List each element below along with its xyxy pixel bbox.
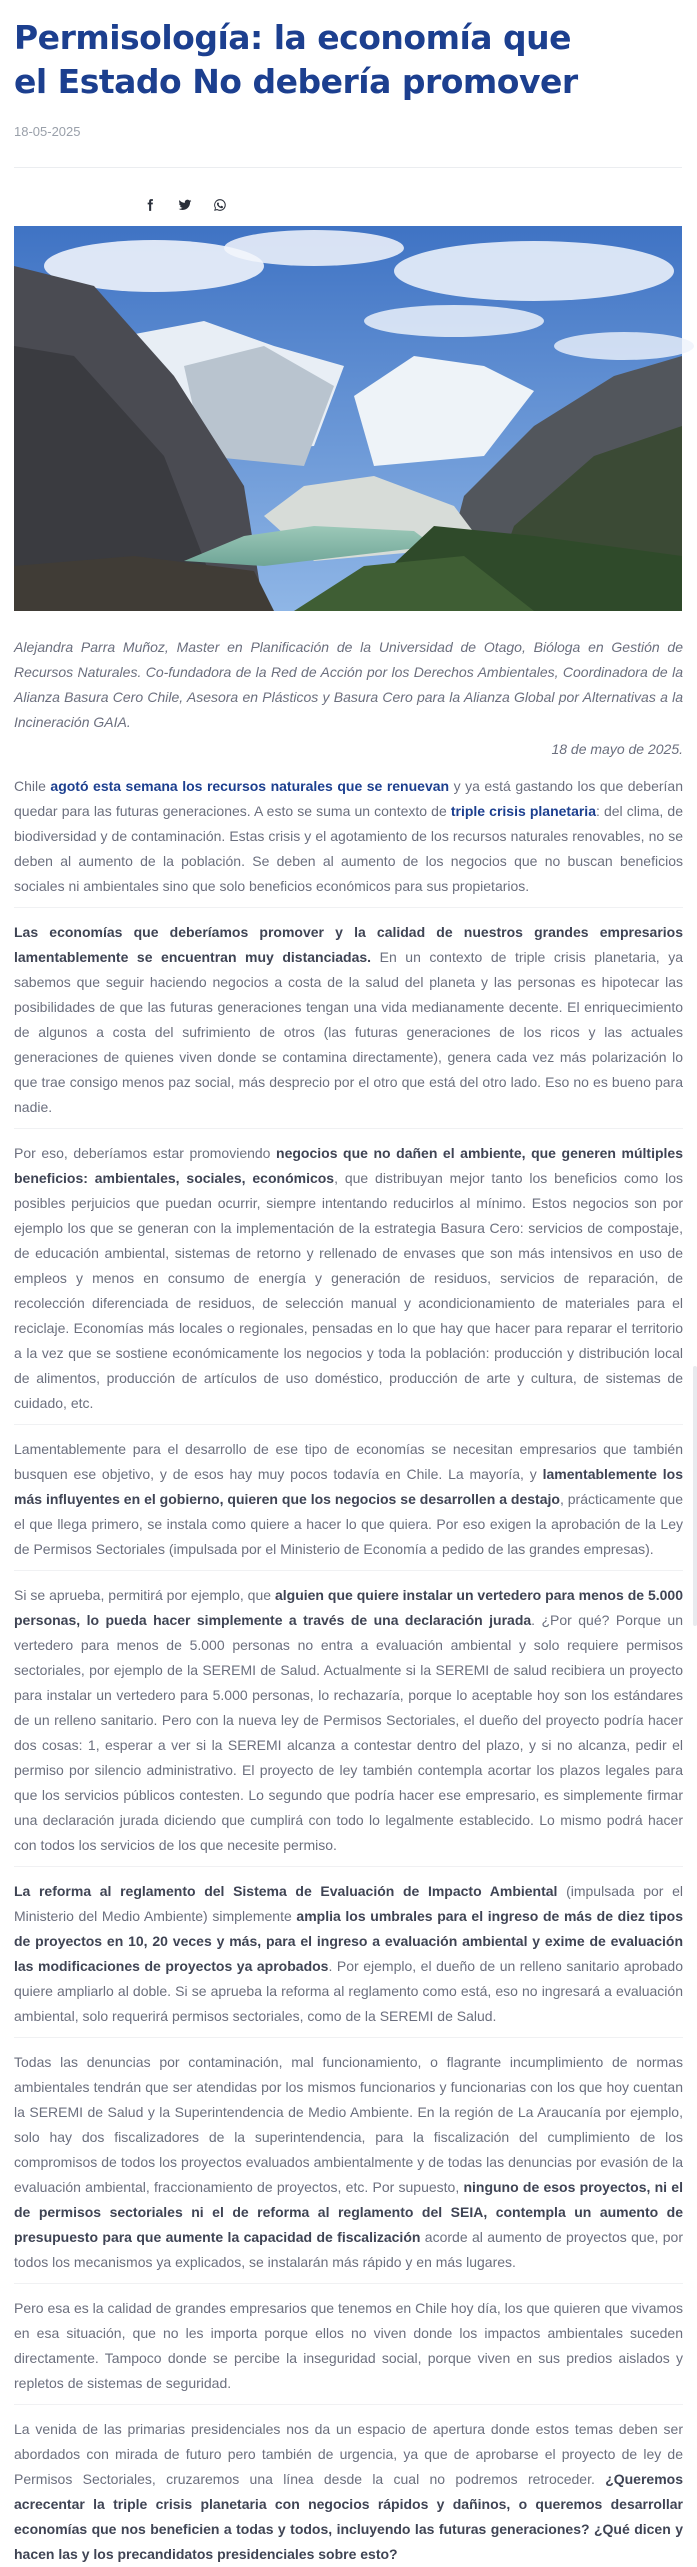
twitter-icon[interactable] xyxy=(177,197,193,213)
paragraph: Si se aprueba, permitirá por ejemplo, que alguien que quiere instalar un vertedero para menos de 5.000 personas, lo pueda hacer simplemente a través de una declaración jurada. ¿Por qué? Porque un vertedero para menos de 5.000 personas no entra a evaluación ambiental y solo requiere permisos sectoriales, por ejemplo de la SEREMI de Salud. Actualmente si la SEREMI de salud recibiera un proyecto para instalar un vertedero para 5.000 personas, lo rechazaría, porque lo aceptable hoy son los estándares de un relleno sanitario. Pero con la nueva ley de Permisos Sectoriales, el dueño del proyecto podría hacer dos cosas: 1, esperar a ver si la SEREMI alcanza a contestar dentro del plazo, y si no alcanza, pedir el permiso por silencio administrativo. El proyecto de ley también contempla acortar los plazos legales para que los servicios públicos contesten. Lo segundo que podría hacer ese empresario, es simplemente firmar una declaración jurada diciendo que cumplirá con todo lo legalmente establecido. Lo mismo podrá hacer con todos los servicios de los que necesite permiso. xyxy=(14,1587,683,1853)
paragraph: Por eso, deberíamos estar promoviendo negocios que no dañen el ambiente, que generen múltiples beneficios: ambientales, sociales, económicos, que distribuyan mejor tanto los beneficios como los posibles perjuicios que puedan ocurrir, siempre intentando reducirlos al mínimo. Estos negocios son por ejemplo los que se generan con la implementación de la estrategia Basura Cero: servicios de compostaje, de educación ambiental, sistemas de retorno y rellenado de envases que son más intensivos en uso de empleos y menos en consumo de energía y generación de residuos, servicios de reparación, de recolección diferenciada de residuos, de selección manual y acondicionamiento de materiales para el reciclaje. Economías más locales o regionales, pensadas en lo que hay que hacer para reparar el territorio a la vez que se sostiene económicamente los negocios y toda la población: producción y distribución local de alimentos, producción de artículos de uso doméstico, producción de arte y cultura, de sistemas de cuidado, etc. xyxy=(14,1145,683,1411)
link-triple-crisis[interactable]: triple crisis planetaria xyxy=(450,803,596,819)
paragraph: Las economías que deberíamos promover y la calidad de nuestros grandes empresarios lamentablemente se encuentran muy distanciadas. En un contexto de triple crisis planetaria, ya sabemos que seguir haciendo negocios a costa de la salud del planeta y las personas es hipotecar las posibilidades de que las futuras generaciones tengan una vida medianamente decente. El enriquecimiento de algunos a costa del sufrimiento de otros (las futuras generaciones de los ricos y las actuales generaciones de quienes viven donde se contamina directamente), genera cada vez más polarización lo que trae consigo menos paz social, más desprecio por el otro que está del otro lado. Eso no es bueno para nadie. xyxy=(14,924,683,1115)
signature-date: 18 de mayo de 2025. xyxy=(551,741,683,757)
author-bio: Alejandra Parra Muñoz, Master en Planificación de la Universidad de Otago, Bióloga en Gestión de Recursos Naturales. Co-fundadora de la Red de Acción por los Derechos Ambientales, Coordinadora de la Alianza Basura Cero Chile, Asesora en Plásticos y Basura Cero para la Alianza Global por Alternativas a la Incineración GAIA. xyxy=(14,639,683,730)
facebook-icon[interactable] xyxy=(142,197,158,213)
page-title: Permisología: la economía que el Estado No debería promover xyxy=(14,18,578,101)
paragraph: Pero esa es la calidad de grandes empresarios que tenemos en Chile hoy día, los que quieren que vivamos en esa situación, que no les importa porque ellos no viven donde los impactos ambientales suceden directamente. Tampoco donde se percibe la inseguridad social, porque viven en sus predios aislados y repletos de sistemas de seguridad. xyxy=(14,2300,683,2391)
paragraph: La reforma al reglamento del Sistema de Evaluación de Impacto Ambiental (impulsada por el Ministerio del Medio Ambiente) simplemente amplia los umbrales para el ingreso de más de diez tipos de proyectos en 10, 20 veces y más, para el ingreso a evaluación ambiental y exime de evaluación las modificaciones de proyectos ya aprobados. Por ejemplo, el dueño de un relleno sanitario aprobado quiere ampliarlo al doble. Si se aprueba la reforma al reglamento como está, eso no ingresará a evaluación ambiental, solo requerirá permisos sectoriales, como de la SEREMI de Salud. xyxy=(14,1883,683,2024)
divider xyxy=(14,2404,683,2405)
divider xyxy=(14,907,683,908)
divider xyxy=(14,167,682,168)
paragraph: Lamentablemente para el desarrollo de ese tipo de economías se necesitan empresarios que también busquen ese objetivo, y de esos hay muy pocos todavía en Chile. La mayoría, y lamentablemente los más influyentes en el gobierno, quieren que los negocios se desarrollen a destajo, prácticamente que el que llega primero, se instala como quiere a hacer lo que quiera. Por eso exigen la aprobación de la Ley de Permisos Sectoriales (impulsada por el Ministerio de Economía a pedido de las grandes empresas). xyxy=(14,1441,683,1557)
paragraph: Todas las denuncias por contaminación, mal funcionamiento, o flagrante incumplimiento de normas ambientales tendrán que ser atendidas por los mismos funcionarios y funcionarias con los que hoy cuentan la SEREMI de Salud y la Superintendencia de Medio Ambiente. En la región de La Araucanía por ejemplo, solo hay dos fiscalizadores de la superintendencia, para la fiscalización del cumplimiento de los compromisos de todos los proyectos evaluados ambientalmente y de todas las denuncias por evasión de la evaluación ambiental, fraccionamiento de proyectos, etc. Por supuesto, ninguno de esos proyectos, ni el de permisos sectoriales ni el de reforma al reglamento del SEIA, contempla un aumento de presupuesto para que aumente la capacidad de fiscalización acorde al aumento de proyectos que, por todos los mecanismos ya explicados, se instalarán más rápido y en más lugares. xyxy=(14,2054,683,2270)
paragraph: Chile agotó esta semana los recursos naturales que se renuevan y ya está gastando los que deberían quedar para las futuras generaciones. A esto se suma un contexto de triple crisis planetaria: del clima, de biodiversidad y de contaminación. Estas crisis y el agotamiento de los recursos naturales renovables, no se deben al aumento de la población. Se deben al aumento de los negocios que no buscan beneficios sociales ni ambientales sino que solo beneficios económicos para sus propietarios. xyxy=(14,778,684,894)
scrollbar[interactable] xyxy=(693,1366,697,1626)
article-page xyxy=(0,16,697,2562)
paragraph: La venida de las primarias presidenciales nos da un espacio de apertura donde estos temas deben ser abordados con mirada de futuro pero también de urgencia, ya que de aprobarse el proyecto de ley de Permisos Sectoriales, cruzaremos una línea desde la cual no podremos retroceder. ¿Queremos acrecentar la triple crisis planetaria con negocios rápidos y dañinos, o queremos desarrollar economías que nos beneficien a todas y todos, incluyendo las futuras generaciones? ¿Qué dicen y hacen las y los precandidatos presidenciales sobre esto? xyxy=(14,2421,683,2562)
divider xyxy=(14,2037,683,2038)
divider xyxy=(14,1866,683,1867)
divider xyxy=(14,1424,683,1425)
divider xyxy=(14,1128,683,1129)
share-bar xyxy=(14,196,683,214)
whatsapp-icon[interactable] xyxy=(212,197,228,213)
divider xyxy=(14,1570,683,1571)
divider xyxy=(14,2283,683,2284)
link-recursos-naturales[interactable]: agotó esta semana los recursos naturales que se renuevan xyxy=(50,778,450,794)
hero-image xyxy=(14,226,682,611)
publish-date: 18-05-2025 xyxy=(14,124,81,139)
